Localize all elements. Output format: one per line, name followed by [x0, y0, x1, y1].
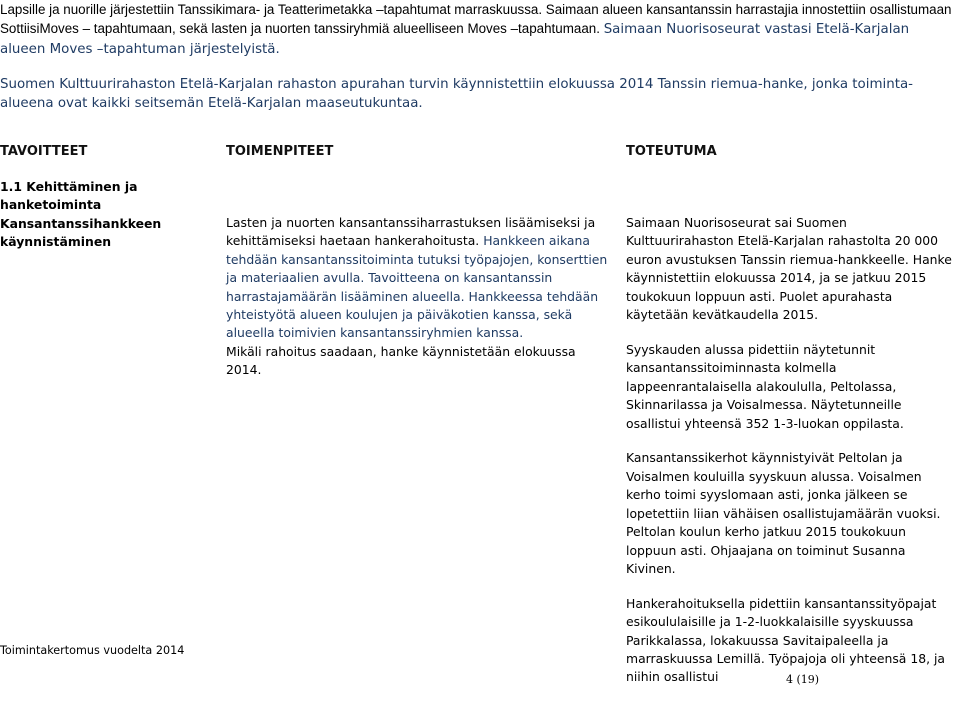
outcome-cell	[626, 214, 956, 703]
goal-cell: 1.1 Kehittäminen ja hanketoiminta Kansantanssihankkeen käynnistäminen	[0, 179, 162, 250]
column-header-goals: TAVOITTEET	[0, 144, 88, 159]
page-number: 4 (19)	[786, 673, 820, 686]
actions-text-start: Lasten ja nuorten kansantanssiharrastuksen lisäämiseksi ja kehittämiseksi haetaan hankerahoitusta.	[226, 215, 596, 249]
actions-cell	[226, 214, 614, 380]
column-header-actions: TOIMENPITEET	[226, 144, 334, 159]
footer-document-title: Toimintakertomus vuodelta 2014	[0, 644, 185, 657]
intro-paragraph-1-highlight: Saimaan Nuorisoseurat vastasi Etelä-Karjalan alueen Moves –tapahtuman järjestelyistä.	[0, 22, 910, 57]
intro-paragraph-1-text: Lapsille ja nuorille järjestettiin Tanssikimara- ja Teatterimetakka –tapahtumat marraskuussa. Saimaan alueen kansantanssin harrastajia innostettiin osallistumaan SottiisiMoves – tapahtumaan, sekä lasten ja nuorten tanssiryhmiä alueelliseen Moves –tapahtumaan.	[0, 2, 952, 36]
outcome-paragraph: Kansantanssikerhot käynnistyivät Peltolan ja Voisalmen kouluilla syyskuun alussa. Voisalmen kerho toimi syyslomaan asti, jonka jälkeen se lopetettiin liian vähäisen osallistujamäärän vuoksi. Peltolan koulun kerho jatkuu 2015 toukokuun loppuun asti. Ohjaajana on toiminut Susanna Kivinen.	[626, 450, 941, 576]
intro-paragraph-1	[0, 0, 955, 59]
intro-paragraph-2: Suomen Kulttuurirahaston Etelä-Karjalan rahaston apurahan turvin käynnistettiin elokuussa 2014 Tanssin riemua-hanke, jonka toiminta-alueena ovat kaikki seitsemän Etelä-Karjalan maaseutukuntaa.	[0, 77, 913, 111]
column-header-outcome: TOTEUTUMA	[626, 144, 717, 159]
actions-text-end: Mikäli rahoitus saadaan, hanke käynnistetään elokuussa 2014.	[226, 343, 576, 378]
outcome-paragraph: Syyskauden alussa pidettiin näytetunnit kansantanssitoiminnasta kolmella lappeenrantalaisella alakoululla, Peltolassa, Skinnarilassa ja Voisalmessa. Näytetunneille osallistui yhteensä 352 1-3-luokan oppilasta.	[626, 341, 904, 431]
actions-text-mid: Hankkeen aikana tehdään kansantanssitoiminta tutuksi työpajojen, konserttien ja materiaalien avulla. Tavoitteena on kansantanssin harrastajamäärän lisääminen alueella. Hankkeessa tehdään yhteistyötä alueen koulujen ja päiväkotien kanssa, sekä alueella toimivien kansantanssiryhmien kanssa.	[226, 233, 608, 341]
outcome-paragraph: Saimaan Nuorisoseurat sai Suomen Kulttuurirahaston Etelä-Karjalan rahastolta 20 000 euron avustuksen Tanssin riemua-hankkeelle. Hanke käynnistettiin elokuussa 2014, ja se jatkuu 2015 toukokuun loppuun asti. Puolet apurahasta käytetään kevätkaudella 2015.	[626, 215, 952, 323]
outcome-paragraph: Hankerahoituksella pidettiin kansantanssityöpajat esikoululaisille ja 1-2-luokkalaisille syyskuussa Parikkalassa, lokakuussa Savitaipaleella ja marraskuussa Lemillä. Työpajoja oli yhteensä 18, ja niihin osallistui	[626, 595, 946, 685]
intro-section	[0, 0, 955, 129]
